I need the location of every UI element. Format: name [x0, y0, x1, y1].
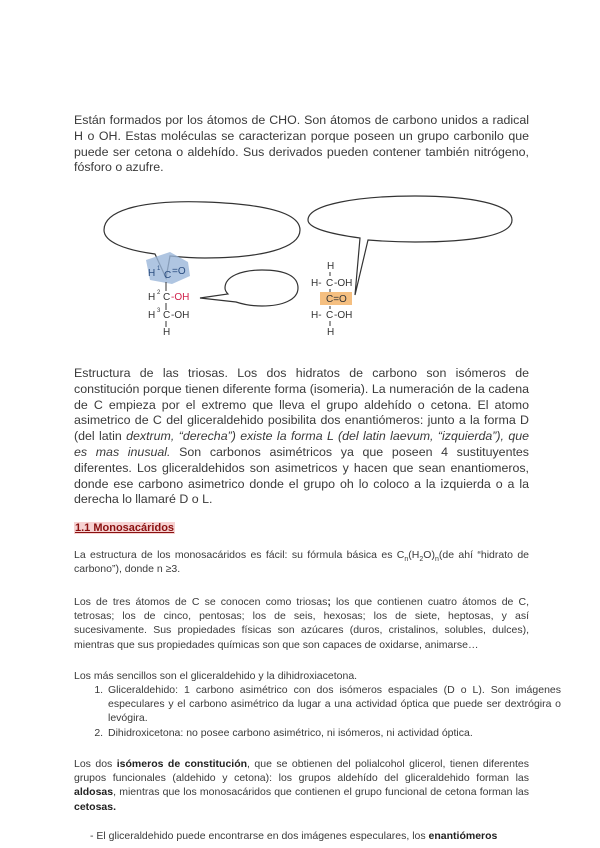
isomers-bold-1: isómeros de constitución	[116, 758, 248, 770]
speech-bubble-left-large	[104, 202, 300, 278]
formula-paragraph	[74, 548, 529, 576]
isomers-text-1: Los dos	[74, 758, 117, 770]
right-row3-c: C	[326, 310, 334, 321]
types-paragraph	[74, 595, 529, 652]
left-mid-h: H	[148, 292, 156, 303]
formula-sub-2: 2	[419, 556, 424, 564]
right-row2-c: C=O	[326, 294, 347, 305]
intro-paragraph: Están formados por los átomos de CHO. Son átomos de carbono unidos a radical H o OH. Estas moléculas se caracterizan porque poseen un grupo carbonilo que puede ser cetona o aldehído. Sus derivados pueden contener también nitrógeno, fósforo o azufre.	[74, 113, 529, 175]
triosas-text-italic: dextrum, “derecha”) existe la forma L (del latin laevum, “izquierda”), que es mas inusual.	[74, 429, 530, 459]
right-row1-oh: -OH	[334, 278, 353, 289]
formula-text-1: La estructura de los monosacáridos es fácil: su fórmula básica es C	[74, 549, 405, 561]
isomers-bold-2: aldosas	[74, 786, 114, 799]
left-bot-h: H	[148, 310, 156, 321]
right-row3-oh: -OH	[334, 310, 353, 321]
types-text-2: los que contienen cuatro átomos de C, tetrosas; los de cinco, pentosas; los de seis, hexosas; los de siete, heptosas, y así sucesivamente. Sus propiedades físicas son azúcares (duros, cristalinos, solubles, dulces), mientras que sus propiedades químicas son que son capaces de oxidarse, animarse…	[74, 596, 530, 651]
last-paragraph	[90, 829, 530, 843]
formula-sub-1: n	[404, 556, 409, 564]
left-num3: 3	[157, 308, 161, 314]
left-end-h: H	[163, 327, 171, 338]
triosas-paragraph	[74, 366, 529, 508]
types-bold-1: ;	[327, 596, 331, 608]
right-row1-c: C	[326, 278, 334, 289]
left-top-h: H	[148, 268, 156, 279]
section-heading: 1.1 Monosacáridos	[75, 522, 175, 534]
left-num2: 2	[157, 290, 161, 296]
isomers-text-2: , que se obtienen del polialcohol glicerol, tienen diferentes grupos funcionales (aldehido y cetona): los grupos aldehído del gliceraldehido forman las	[74, 758, 529, 785]
speech-bubble-left-small	[200, 270, 298, 306]
left-mid-c: C	[163, 292, 171, 303]
list-item: 1. Gliceraldehido: 1 carbono asimétrico con dos isómeros espaciales (D o L). Son imágenes especulares y el carbono asimétrico da lugar a una actividad óptica que puede ser dextrógira o levógira.	[106, 683, 561, 726]
left-bot-oh: -OH	[171, 310, 190, 321]
types-text-1: Los de tres átomos de C se conocen como triosas	[74, 596, 328, 608]
last-text-1: - El gliceraldehido puede encontrarse en dos imágenes especulares, los	[90, 830, 429, 842]
triosas-text-1: Estructura de las triosas. Los dos hidratos de carbono son isómeros de constitución porque tienen diferente forma (isomeria). La numeración de la cadena de C empieza por el extremo que lleva el grupo aldehído o cetona. El atomo asimetrico de C del gliceraldehido posibilita dos enantiómeros: junto a la forma D (del latin	[74, 366, 529, 444]
list-item: 2. Dihidroxicetona: no posee carbono asimétrico, ni isómeros, ni actividad óptica.	[106, 726, 561, 740]
right-end-h: H	[327, 327, 335, 338]
simple-intro: Los más sencillos son el gliceraldehido y la dihidroxiacetona.	[74, 670, 358, 682]
right-top-h: H	[327, 261, 335, 272]
left-mid-oh: -OH	[171, 292, 190, 303]
isomers-text-3: , mientras que los monosacáridos que contienen el grupo funcional de cetona forman las	[113, 786, 529, 799]
left-carbonyl-o: =O	[172, 266, 186, 277]
isomers-bold-3: cetosas.	[74, 800, 117, 813]
last-bold-1: enantiómeros	[428, 830, 498, 842]
triosas-text-3: Son carbonos asimétricos ya que poseen 4 sustituyentes diferentes. Los gliceraldehidos son asimetricos y hacen que sean enantiomeros, donde ese carbono asimetrico donde el grupo oh lo coloco a la izquierda o a la derecha lo llamaré D o L.	[74, 444, 529, 507]
left-carbonyl-num1: 1	[157, 266, 161, 272]
simple-list	[74, 683, 561, 740]
formula-text-3: O)	[423, 549, 435, 561]
triosas-diagram	[0, 190, 600, 370]
right-row3-h: H-	[311, 310, 322, 321]
formula-sub-3: n	[434, 556, 439, 564]
right-row1-h: H-	[311, 278, 322, 289]
formula-text-2: (H	[408, 549, 420, 561]
formula-text-4: (de ahí “hidrato de carbono”), donde n ≥3.	[74, 549, 529, 576]
left-bot-c: C	[163, 310, 171, 321]
isomers-paragraph	[74, 757, 529, 814]
left-carbonyl-c: C	[164, 270, 172, 281]
